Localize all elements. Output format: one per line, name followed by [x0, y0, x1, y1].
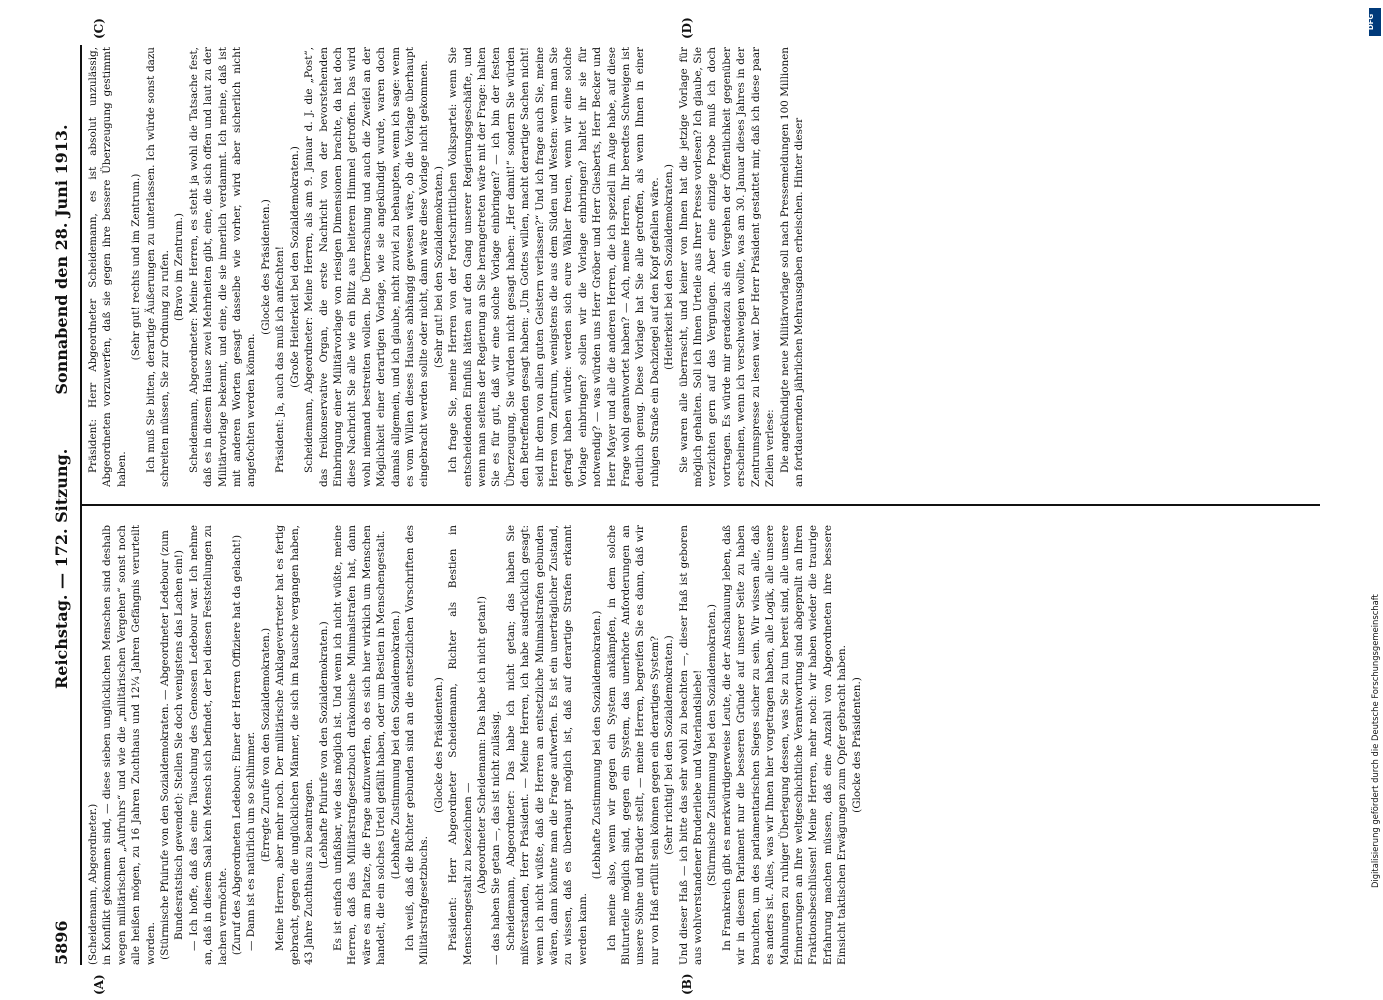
column-divider [80, 504, 1320, 506]
speech-paragraph: Scheidemann, Abgeordneter: Meine Herren, es steht ja wohl die Tatsache fest, daß es in diesem Hause zwei Mehrheiten gibt, eine, die sich offen und laut zu der Militärvorlage bekennt, und eine, die sie innerlich verdammt. Ich meine, daß ist mit anderen Worten gesagt dasselbe wie vorher, wird aber sicherlich nicht angefochten werden können. [187, 47, 258, 487]
speech-paragraph: in Konflikt gekommen sind, — diese sieben unglücklichen Menschen sind deshalb wegen militärischen „Aufruhrs“ und wie die „militärischen Vergehen“ sonst noch alle heißen mögen, zu 16 Jahren Zuchthaus und 12¼ Jahren Gefängnis verurteilt worden. [101, 525, 157, 965]
interjection-paragraph: (Sehr gut! bei den Sozialdemokraten.) [432, 166, 445, 368]
speech-paragraph: Sie waren alle überrascht, und keiner von Ihnen hat die jetzige Vorlage für möglich gehalten. Soll ich Ihnen Urteile aus Ihrer Presse vorlesen? Ich glaube, Sie verzichten gern auf das Vergnügen. Aber eine einzige Probe muß ich doch vortragen. Es würde mir geradezu als ein Vergehen der Öffentlichkeit gegenüber erscheinen, wenn ich verschweigen wollte, was am 30. Januar dieses Jahres in der Zentrumspresse zu lesen war. Der Herr Präsident gestattet mir, daß ich diese paar Zeilen verlese: [677, 47, 777, 487]
interjection-paragraph: (Erregte Zurufe von den Sozialdemokraten.) [259, 627, 272, 863]
digitization-credit [1370, 28, 1383, 968]
interjection-paragraph: (Bravo im Zentrum.) [173, 213, 186, 321]
interjection-paragraph: (Lebhafte Zustimmung bei den Sozialdemokraten.) [591, 610, 604, 880]
speech-paragraph: Scheidemann, Abgeordneter: Das habe ich nicht getan; das haben Sie mißverstanden, Herr Präsident. — Meine Herren, ich habe ausdrücklich gesagt: wenn ich nicht wüßte, daß die Herren an entsetzliche Minimalstrafen gebunden wären, dann könnte man die Frage aufwerfen. Es ist ein unerträglicher Zustand, zu wissen, daß es überhaupt möglich ist, daß auf derartige Strafen erkannt werden kann. [504, 525, 589, 965]
speech-paragraph: Meine Herren, aber mehr noch. Der militärische Anklagevertreter hat es fertig gebracht, gegen die unglücklichen Männer, die sich im Rausche vergangen haben, 43 Jahre Zuchthaus zu beantragen. [274, 525, 316, 965]
speech-paragraph: Ich weiß, daß die Richter gebunden sind an die entsetzlichen Vorschriften des Militärstrafgesetzbuchs. [403, 525, 431, 965]
right-text-column [86, 47, 1306, 487]
speech-paragraph: Und dieser Haß — ich bitte das sehr wohl zu beachten —, dieser Haß ist geboren aus wohlverstandener Bruderliebe und Vaterlandsliebe! [677, 525, 705, 965]
speech-paragraph: Ich meine also, wenn wir gegen ein System ankämpfen, in dem solche Bluturteile möglich sind, gegen ein System, das unerhörte Anforderungen an unsere Söhne und Brüder stellt, — meine Herren, begreifen Sie es dann, daß wir nur von Haß erfüllt sein können gegen ein derartiges System? [605, 525, 661, 965]
margin-marker-a: (A) [92, 974, 106, 995]
speech-paragraph: (Scheidemann, Abgeordneter.) [87, 803, 99, 965]
margin-marker-b: (B) [680, 973, 694, 995]
interjection-paragraph: (Abgeordneter Scheidemann: Das habe ich nicht getan!) [475, 596, 488, 894]
rotated-document-page [40, 17, 1320, 995]
interjection-paragraph: (Stürmische Pfuirufe von den Sozialdemokraten. — Abgeordneter Ledebour (zum Bundesratstisch gewendet): Stellen Sie doch wenigstens das Lachen ein!) [159, 530, 186, 960]
speech-paragraph: Ich muß Sie bitten, derartige Äußerungen zu unterlassen. Ich würde sonst dazu schreiten müssen, Sie zur Ordnung zu rufen. [144, 47, 172, 487]
speech-paragraph: Präsident: Herr Abgeordneter Scheidemann, Richter als Bestien in Menschengestalt zu bezeichnen — [447, 525, 474, 965]
interjection-paragraph: (Lebhafte Zustimmung bei den Sozialdemokraten.) [389, 610, 402, 880]
interjection-paragraph: (Zuruf des Abgeordneten Ledebour: Einer der Herren Offiziere hat da gelacht!) [231, 534, 244, 956]
page-header [40, 45, 82, 965]
margin-marker-d: (D) [680, 17, 694, 39]
speech-paragraph: Es ist einfach unfaßbar, wie das möglich ist. Und wenn ich nicht wüßte, meine Herren, daß das Militärstrafgesetzbuch drakonische Minimalstrafen hat, dann wäre es am Platze, die Frage aufzuwerfen, ob es sich hier wirklich um Menschen handelt, die ein solches Urteil gefällt haben, oder um Bestien in Menschengestalt. [331, 525, 388, 965]
speech-paragraph: In Frankreich gibt es merkwürdigerweise Leute, die der Anschauung leben, daß wir in diesem Parlament nur die besseren Gründe auf unserer Seite zu haben brauchten, um des parlamentarischen Sieges sicher zu sein. Wir wissen alle, daß es anders ist. Alles, was wir Ihnen hier vorgetragen haben, alle Logik, alle unsere Mahnungen zu ruhiger Überlegung dessen, was Sie zu tun bereit sind, alle unsere Erinnerungen an Ihre weltgeschichtliche Verantwortung sind abgeprallt an Ihren Fraktionsbeschlüssen! Meine Herren, mehr noch: wir haben wieder die traurige Erfahrung machen müssen, daß eine Anzahl von Abgeordneten ihre bessere Einsicht taktischen Erwägungen zum Opfer gebracht haben. [720, 525, 849, 965]
margin-marker-c: (C) [92, 18, 106, 39]
speech-paragraph: Die angekündigte neue Militärvorlage soll nach Pressemeldungen 100 Millionen an fortdauernden jährlichen Mehrausgaben erheischen. Hinter dieser [778, 47, 805, 487]
digitization-credit-text: Digitalisierung gefördert durch die Deutsche Forschungsgemeinschaft [1370, 594, 1380, 888]
interjection-paragraph: (Glocke des Präsidenten.) [259, 199, 272, 335]
left-text-column [86, 525, 1306, 965]
speech-paragraph: Ich frage Sie, meine Herren von der Fortschrittlichen Volkspartei: wenn Sie entscheidenden Einfluß hätten auf den Gang unserer Regierungsgeschäfte, und wenn man seitens der Regierung an Sie herangetreten wäre mit der Frage: halten Sie es für gut, daß wir eine solche Vorlage einbringen? — ich bin der festen Überzeugung, Sie würden nicht gesagt haben: „Her damit!“ sondern Sie würden den Betreffenden gesagt haben: „Um Gottes willen, macht derartige Sachen nicht! seid ihr denn von allen guten Geistern verlassen?“ Und ich frage auch Sie, meine Herren vom Zentrum, wenigstens die aus dem Süden und Westen: wenn man Sie gefragt haben würde: werden sich eure Wähler freuen, wenn wir eine solche Vorlage einbringen? sollen wir die Vorlage einbringen? haltet ihr sie für notwendig? — was würden uns Herr Gröber und Herr Giesberts, Herr Becker und Herr Mayer und alle die anderen Herren, die ich speziell im Auge habe, auf diese Frage wohl geantwortet haben? — Ach, meine Herren, Ihr beredtes Schweigen ist deutlich genug. Diese Vorlage hat Sie alle getroffen, als wenn Ihnen in einer ruhigen Straße ein Dachziegel auf den Kopf gefallen wäre. [447, 47, 661, 487]
speech-paragraph: Präsident: Herr Abgeordneter Scheidemann, es ist absolut unzulässig, Abgeordneten vorzuwerfen, daß sie gegen ihre bessere Überzeugung gestimmt haben. [87, 47, 128, 487]
interjection-paragraph: (Glocke des Präsidenten.) [432, 677, 445, 813]
interjection-paragraph: (Große Heiterkeit bei den Sozialdemokraten.) [288, 146, 301, 388]
dfg-logo: DFG [1369, 8, 1381, 36]
interjection-paragraph: (Heiterkeit bei den Sozialdemokraten.) [663, 164, 676, 370]
page-date: Sonnabend den 28. Juni 1913. [52, 124, 71, 395]
interjection-paragraph: (Glocke des Präsidenten.) [850, 677, 863, 813]
speech-paragraph: Präsident: Ja, auch das muß ich anfechten! [274, 246, 287, 473]
speech-paragraph: — das haben Sie getan —, das ist nicht zulässig. [490, 710, 503, 965]
interjection-paragraph: (Sehr gut! rechts und im Zentrum.) [130, 173, 143, 361]
page-number: 5896 [52, 920, 71, 965]
page-title: Reichstag. — 172. Sitzung. [52, 448, 71, 689]
speech-paragraph: — Dann ist es natürlich um so schlimmer. [245, 731, 258, 951]
interjection-paragraph: (Sehr richtig! bei den Sozialdemokraten.) [663, 635, 676, 855]
interjection-paragraph: (Lebhafte Pfuirufe von den Sozialdemokraten.) [317, 621, 330, 869]
speech-paragraph: — Ich hoffe, daß das eine Täuschung des Genossen Ledebour war. Ich nehme an, daß in diesem Saal kein Mensch sich befindet, der bei diesen Feststellungen zu lachen vermöchte. [187, 525, 229, 965]
interjection-paragraph: (Stürmische Zustimmung bei den Sozialdemokraten.) [706, 604, 719, 886]
speech-paragraph: Scheidemann, Abgeordneter: Meine Herren, als am 9. Januar d. J. die „Post“, das freikonservative Organ, die erste Nachricht von der bevorstehenden Einbringung einer Militärvorlage von riesigen Dimensionen brachte, da hat doch diese Nachricht Sie alle wie ein Blitz aus heiterem Himmel getroffen. Das wird wohl niemand bestreiten wollen. Die Überraschung und auch die Zweifel an der Möglichkeit einer derartigen Vorlage, wie sie angekündigt wurde, waren doch damals allgemein, und ich glaube, nicht zuviel zu behaupten, wenn ich sage: wenn es vom Willen dieses Hauses abhängig gewesen wäre, ob die Vorlage überhaupt eingebracht werden sollte oder nicht, dann wäre diese Vorlage nicht gekommen. [303, 47, 431, 487]
